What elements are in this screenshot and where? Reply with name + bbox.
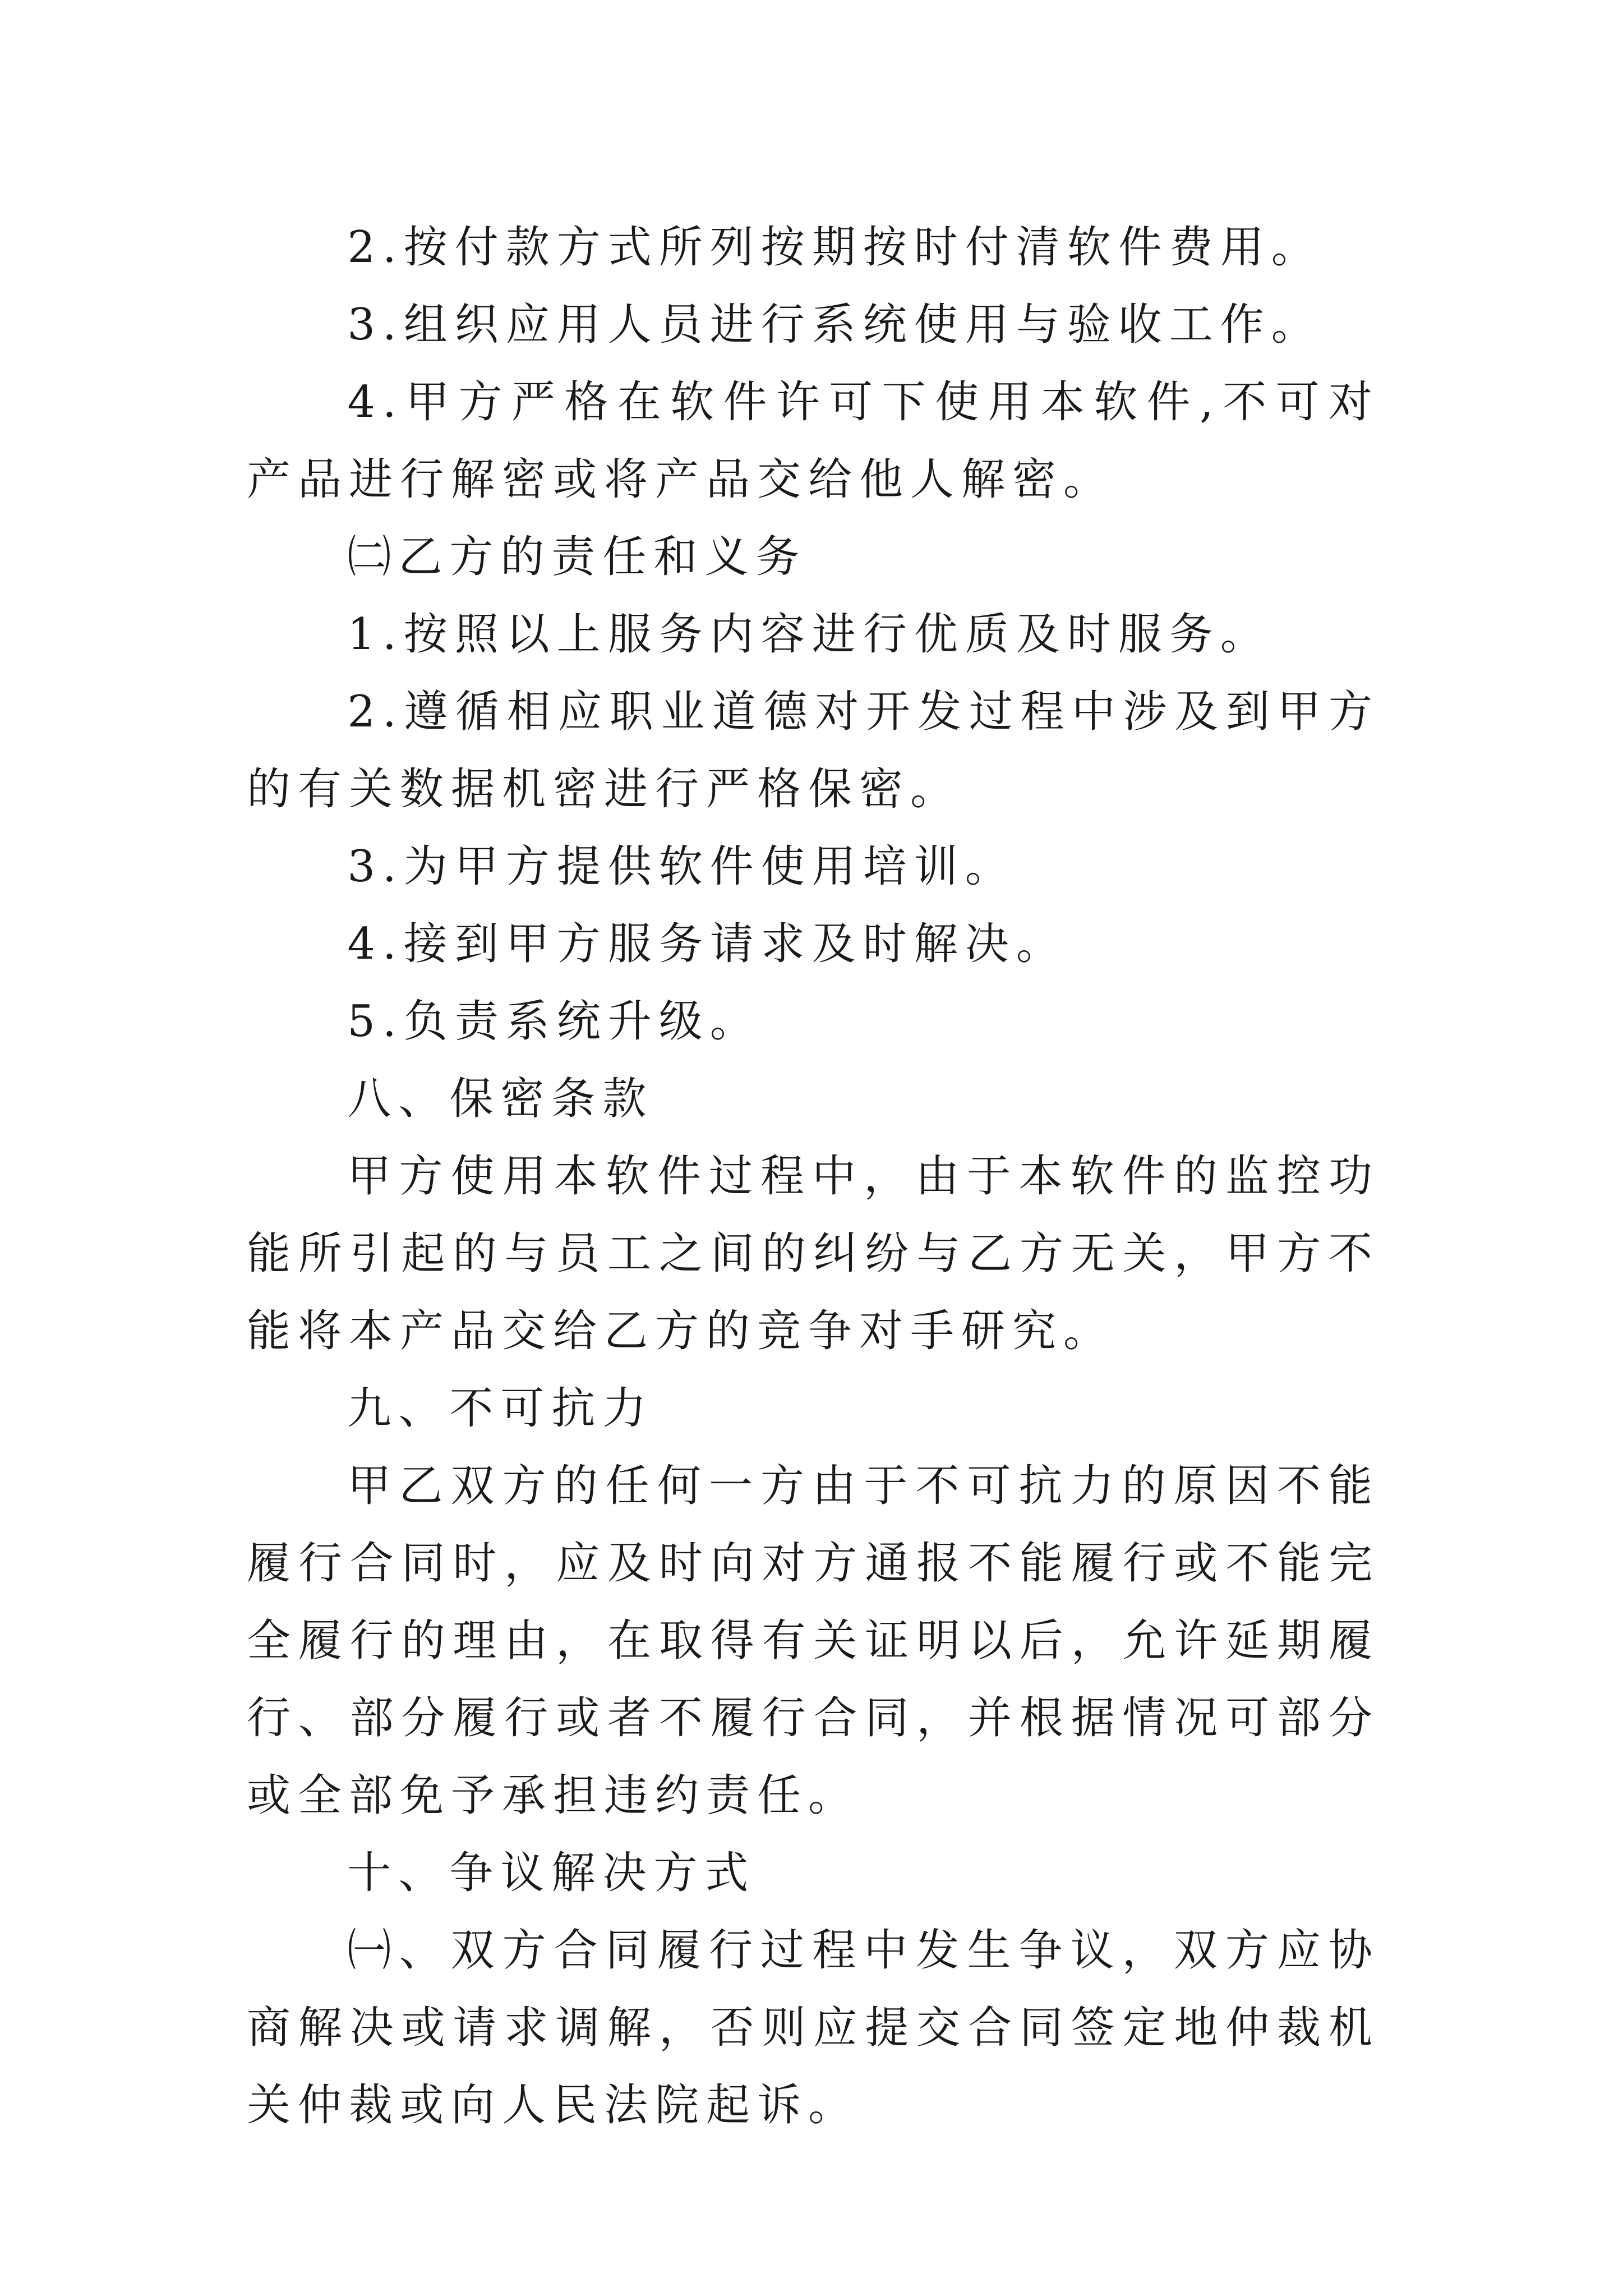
clause-license-use: 4.甲方严格在软件许可下使用本软件,不可对产品进行解密或将产品交给他人解密。 [247, 377, 1380, 505]
section-heading-confidentiality: 八、保密条款 [347, 1074, 654, 1124]
clause-organize-acceptance: 3.组织应用人员进行系统使用与验收工作。 [347, 300, 1322, 350]
force-majeure-body: 甲乙双方的任何一方由于不可抗力的原因不能履行合同时，应及时向对方通报不能履行或不能完全履行的理由，在取得有关证明以后，允许延期履行、部分履行或者不履行合同，并根据情况可部分或全部免予承担违约责任。 [247, 1461, 1380, 1821]
clause-payment-on-time: 2.按付款方式所列按期按时付清软件费用。 [347, 222, 1322, 273]
clause-training: 3.为甲方提供软件使用培训。 [347, 841, 1016, 892]
clause-confidentiality-ethics: 2.遵循相应职业道德对开发过程中涉及到甲方的有关数据机密进行严格保密。 [247, 687, 1380, 815]
section-heading-force-majeure: 九、不可抗力 [347, 1383, 654, 1434]
dispute-resolution-body: ㈠、双方合同履行过程中发生争议，双方应协商解决或请求调解，否则应提交合同签定地仲裁机关仲裁或向人民法院起诉。 [247, 1925, 1380, 2131]
document-body [247, 209, 1380, 2144]
section-party-b-duties: ㈡乙方的责任和义务 [347, 532, 807, 582]
confidentiality-body: 甲方使用本软件过程中，由于本软件的监控功能所引起的与员工之间的纠纷与乙方无关，甲方不能将本产品交给乙方的竞争对手研究。 [247, 1151, 1380, 1356]
clause-system-upgrade: 5.负责系统升级。 [347, 996, 761, 1047]
clause-quality-service: 1.按照以上服务内容进行优质及时服务。 [347, 609, 1271, 660]
section-heading-dispute-resolution: 十、争议解决方式 [347, 1848, 756, 1898]
clause-service-requests: 4.接到甲方服务请求及时解决。 [347, 919, 1067, 969]
